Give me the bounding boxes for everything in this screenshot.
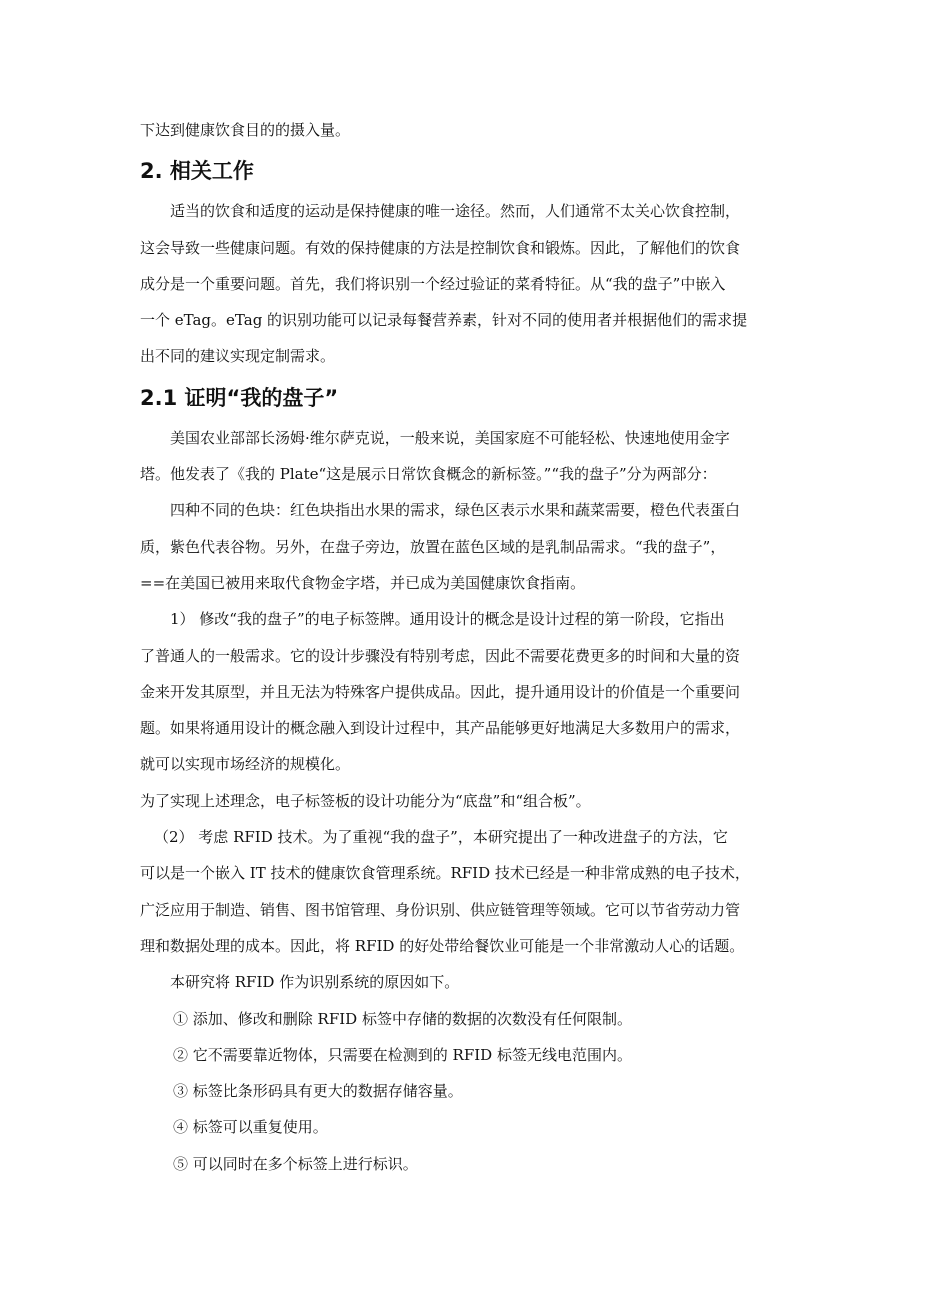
list-item: ② 它不需要靠近物体，只需要在检测到的 RFID 标签无线电范围内。 — [173, 1045, 632, 1064]
paragraph-line: 四种不同的色块：红色块指出水果的需求，绿色区表示水果和蔬菜需要，橙色代表蛋白 — [170, 501, 741, 520]
paragraph-line: 美国农业部部长汤姆·维尔萨克说，一般来说，美国家庭不可能轻松、快速地使用金字 — [170, 428, 730, 447]
section-2-1-paragraph-2 — [140, 492, 790, 601]
paragraph-line: 质，紫色代表谷物。另外，在盘子旁边，放置在蓝色区域的是乳制品需求。“我的盘子”， — [140, 537, 726, 556]
paragraph-line: 题。如果将通用设计的概念融入到设计过程中，其产品能够更好地满足大多数用户的需求， — [140, 719, 741, 738]
paragraph-line: 这会导致一些健康问题。有效的保持健康的方法是控制饮食和锻炼。因此，了解他们的饮食 — [140, 238, 741, 257]
reasons-list — [140, 1001, 790, 1182]
paragraph-line: 可以是一个嵌入 IT 技术的健康饮食管理系统。RFID 技术已经是一种非常成熟的电子技术， — [140, 864, 750, 883]
list-item: ④ 标签可以重复使用。 — [173, 1118, 328, 1137]
paragraph-line: 就可以实现市场经济的规模化。 — [140, 755, 351, 774]
section-2-1-paragraph-4: 为了实现上述理念，电子标签板的设计功能分为“底盘”和“组合板”。 — [140, 791, 591, 810]
paragraph-line: 理和数据处理的成本。因此，将 RFID 的好处带给餐饮业可能是一个非常激动人心的话题。 — [140, 936, 745, 955]
section-2-1-paragraph-6: 本研究将 RFID 作为识别系统的原因如下。 — [170, 973, 460, 992]
list-item: ③ 标签比条形码具有更大的数据存储容量。 — [173, 1082, 463, 1101]
list-item: ① 添加、修改和删除 RFID 标签中存储的数据的次数没有任何限制。 — [173, 1009, 632, 1028]
paragraph-line: 广泛应用于制造、销售、图书馆管理、身份识别、供应链管理等领域。它可以节省劳动力管 — [140, 900, 741, 919]
paragraph-line: 出不同的建议实现定制需求。 — [140, 347, 336, 366]
section-2-1-paragraph-3 — [140, 601, 790, 782]
paragraph-line: （2） 考虑 RFID 技术。为了重视“我的盘子”，本研究提出了一种改进盘子的方法，它 — [154, 828, 728, 847]
section-2-1-paragraph-5 — [140, 819, 790, 964]
document-page — [140, 112, 790, 1182]
paragraph-line: 适当的饮食和适度的运动是保持健康的唯一途径。然而，人们通常不太关心饮食控制， — [170, 202, 741, 221]
section-2-heading: 2. 相关工作 — [140, 159, 254, 184]
list-item: ⑤ 可以同时在多个标签上进行标识。 — [173, 1154, 418, 1173]
paragraph-line: 一个 eTag。eTag 的识别功能可以记录每餐营养素，针对不同的使用者并根据他们的需求提 — [140, 311, 748, 330]
paragraph-line: 了普通人的一般需求。它的设计步骤没有特别考虑，因此不需要花费更多的时间和大量的资 — [140, 646, 741, 665]
paragraph-line: 金来开发其原型，并且无法为特殊客户提供成品。因此，提升通用设计的价值是一个重要问 — [140, 682, 741, 701]
paragraph-line: 1） 修改“我的盘子”的电子标签牌。通用设计的概念是设计过程的第一阶段，它指出 — [170, 610, 725, 629]
paragraph-line: ==在美国已被用来取代食物金字塔，并已成为美国健康饮食指南。 — [140, 573, 586, 592]
paragraph-line: 塔。他发表了《我的 Plate“这是展示日常饮食概念的新标签。”“我的盘子”分为两部分： — [140, 465, 717, 484]
section-2-paragraph — [140, 193, 790, 374]
section-2-1-paragraph-1 — [140, 420, 790, 493]
section-2-1-heading: 2.1 证明“我的盘子” — [140, 385, 339, 410]
intro-tail-text: 下达到健康饮食目的的摄入量。 — [140, 121, 351, 139]
paragraph-line: 成分是一个重要问题。首先，我们将识别一个经过验证的菜肴特征。从“我的盘子”中嵌入 — [140, 274, 726, 293]
